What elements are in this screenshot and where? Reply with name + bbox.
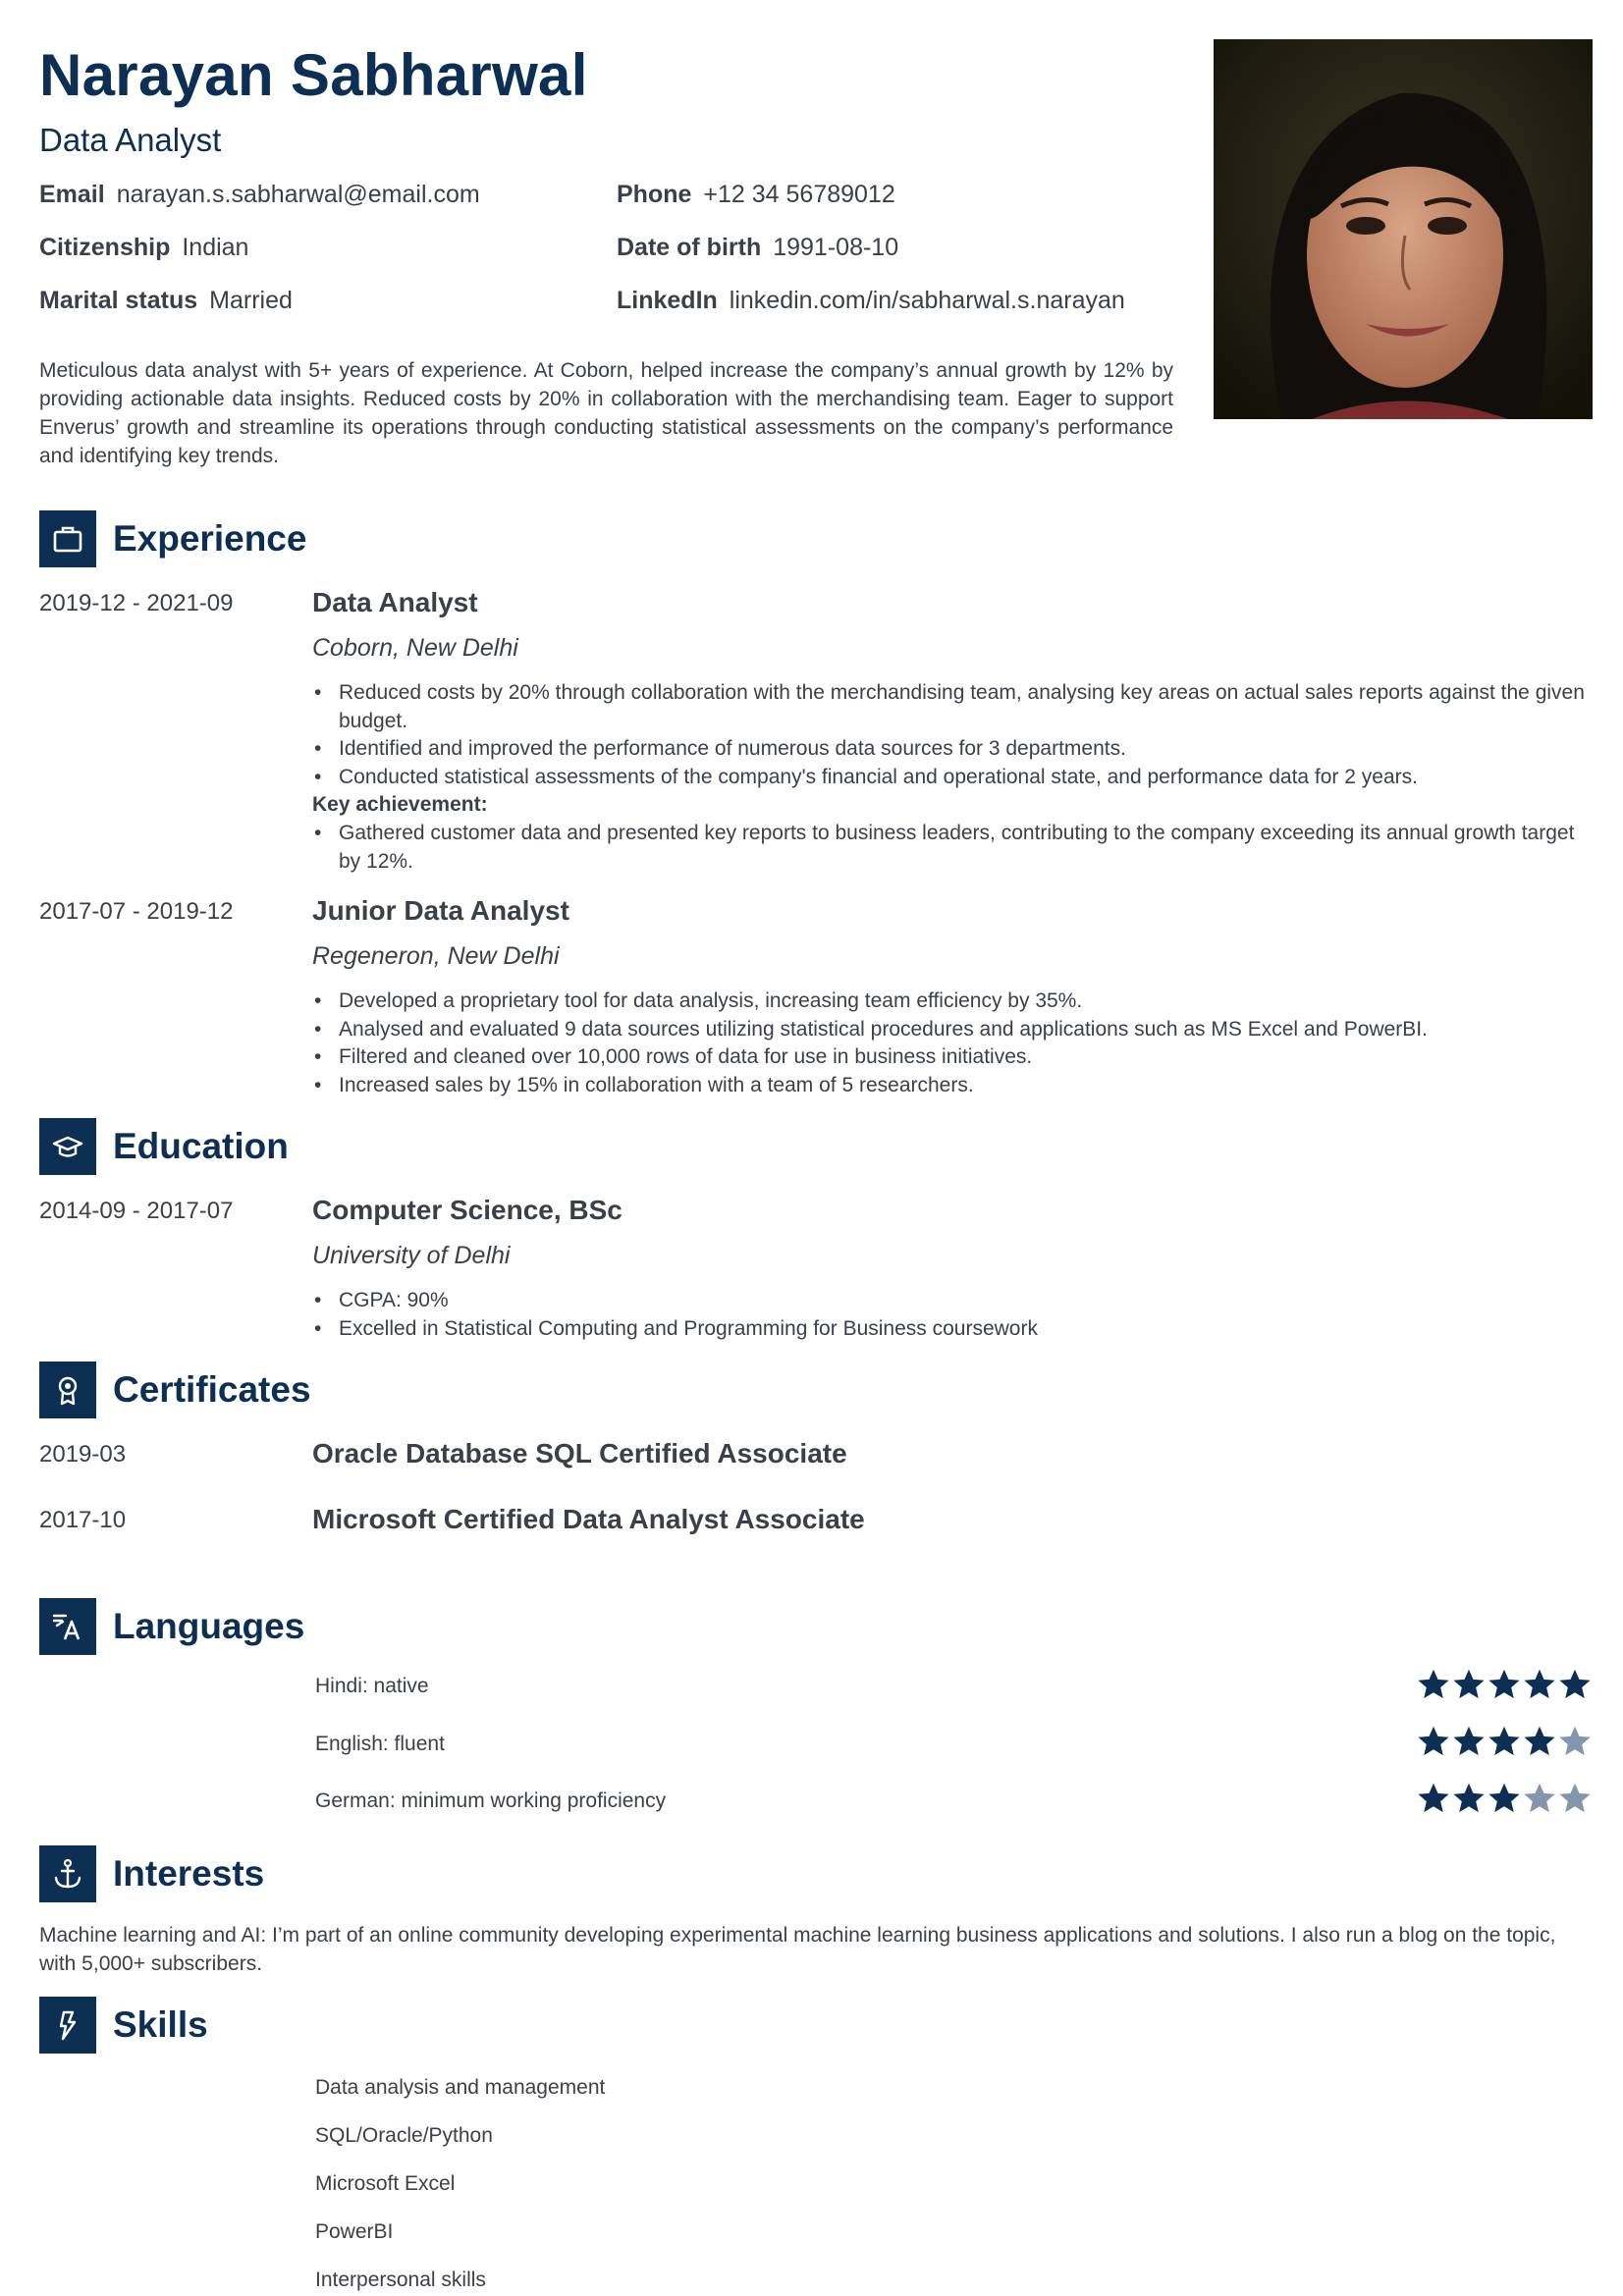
lightning-icon xyxy=(39,1997,96,2054)
certificate-2-date: 2017-10 xyxy=(39,1507,127,1533)
key-achievement-label: Key achievement: xyxy=(312,793,488,816)
certificate-2-title: Microsoft Certified Data Analyst Associate xyxy=(312,1504,865,1534)
contact-dob-value: 1991-08-10 xyxy=(773,234,899,261)
resume-page xyxy=(39,39,1593,2291)
contact-dob xyxy=(617,234,898,262)
contact-citizenship xyxy=(39,234,248,262)
languages-title: Languages xyxy=(113,1606,305,1646)
experience-2-bullets xyxy=(312,988,1593,1099)
translate-icon xyxy=(39,1598,96,1655)
list-item: • Increased sales by 15% in collaboration with a team of 5 researchers. xyxy=(312,1072,1593,1100)
education-title: Education xyxy=(113,1126,289,1166)
graduation-cap-icon xyxy=(39,1118,96,1175)
briefcase-icon xyxy=(39,510,96,567)
award-icon xyxy=(39,1362,96,1418)
experience-1-company: Coborn, New Delhi xyxy=(312,634,518,662)
star-filled-icon xyxy=(1416,1667,1451,1702)
contact-email-label: Email xyxy=(39,181,105,208)
interests-text: Machine learning and AI: I’m part of an online community developing experimental machine learning business applications and solutions. I also run a blog on the topic, with 5,000+ subscribers. xyxy=(39,1924,1556,1975)
certificate-1-date: 2019-03 xyxy=(39,1441,127,1468)
star-filled-icon xyxy=(1522,1724,1557,1759)
experience-1-bullets xyxy=(312,679,1593,791)
language-1-label: Hindi: native xyxy=(315,1675,429,1697)
certificate-1-title: Oracle Database SQL Certified Associate xyxy=(312,1438,847,1468)
contact-email-value: narayan.s.sabharwal@email.com xyxy=(116,181,480,208)
candidate-title: Data Analyst xyxy=(39,122,222,158)
experience-2-company: Regeneron, New Delhi xyxy=(312,942,560,970)
languages-section-heading xyxy=(39,1598,304,1655)
anchor-icon xyxy=(39,1845,96,1902)
skills-title: Skills xyxy=(113,2004,208,2045)
star-empty-icon xyxy=(1522,1781,1557,1816)
contact-marital-value: Married xyxy=(209,287,293,314)
star-filled-icon xyxy=(1487,1781,1522,1816)
skill-item: PowerBI xyxy=(315,2220,394,2243)
profile-photo xyxy=(1214,39,1593,419)
list-item: • Identified and improved the performance of numerous data sources for 3 departments. xyxy=(312,735,1593,764)
experience-1-key-bullets xyxy=(312,820,1593,876)
star-filled-icon xyxy=(1487,1724,1522,1759)
contact-marital-label: Marital status xyxy=(39,287,198,314)
interests-title: Interests xyxy=(113,1853,265,1894)
contact-linkedin xyxy=(617,287,1125,315)
experience-2-title: Junior Data Analyst xyxy=(312,895,569,926)
list-item: • Analysed and evaluated 9 data sources utilizing statistical procedures and applications such as MS Excel and PowerBI. xyxy=(312,1016,1593,1044)
candidate-name: Narayan Sabharwal xyxy=(39,42,588,108)
star-filled-icon xyxy=(1451,1667,1487,1702)
list-item: • CGPA: 90% xyxy=(312,1287,1593,1315)
language-1-rating xyxy=(1416,1667,1593,1702)
star-filled-icon xyxy=(1451,1724,1487,1759)
star-empty-icon xyxy=(1557,1724,1593,1759)
education-1-bullets xyxy=(312,1287,1593,1343)
star-filled-icon xyxy=(1522,1667,1557,1702)
contact-email xyxy=(39,181,480,209)
experience-1-title: Data Analyst xyxy=(312,587,478,617)
certificates-section-heading xyxy=(39,1362,311,1418)
contact-phone-label: Phone xyxy=(617,181,692,208)
contact-citizenship-value: Indian xyxy=(182,234,249,261)
star-filled-icon xyxy=(1557,1667,1593,1702)
education-1-date: 2014-09 - 2017-07 xyxy=(39,1198,234,1224)
education-1-school: University of Delhi xyxy=(312,1242,511,1269)
experience-title: Experience xyxy=(113,518,307,559)
contact-phone-value: +12 34 56789012 xyxy=(703,181,895,208)
interests-section-heading xyxy=(39,1845,264,1902)
resume-header xyxy=(39,39,1593,491)
star-empty-icon xyxy=(1557,1781,1593,1816)
skill-item: SQL/Oracle/Python xyxy=(315,2124,493,2147)
list-item: • Excelled in Statistical Computing and Programming for Business coursework xyxy=(312,1315,1593,1344)
education-1-title: Computer Science, BSc xyxy=(312,1195,622,1225)
list-item: • Conducted statistical assessments of the company's financial and operational state, and performance data for 2 years. xyxy=(312,764,1593,792)
language-3-label: German: minimum working proficiency xyxy=(315,1789,667,1812)
list-item: • Gathered customer data and presented key reports to business leaders, contributing to the company exceeding its annual growth target by 12%. xyxy=(312,820,1593,876)
language-2-rating xyxy=(1416,1724,1593,1759)
professional-summary: Meticulous data analyst with 5+ years of experience. At Coborn, helped increase the company’s annual growth by 12% by providing actionable data insights. Reduced costs by 20% in collaboration with the merchandising team. Eager to support Enverus’ growth and streamline its operations through conducting statistical assessments on the company’s performance and identifying key trends. xyxy=(39,359,1173,467)
star-filled-icon xyxy=(1487,1667,1522,1702)
star-filled-icon xyxy=(1451,1781,1487,1816)
skill-item: Interpersonal skills xyxy=(315,2269,486,2291)
contact-linkedin-value: linkedin.com/in/sabharwal.s.narayan xyxy=(729,287,1125,314)
skill-item: Microsoft Excel xyxy=(315,2172,456,2195)
experience-section-heading xyxy=(39,510,306,567)
list-item: • Filtered and cleaned over 10,000 rows of data for use in business initiatives. xyxy=(312,1043,1593,1072)
language-3-rating xyxy=(1416,1781,1593,1816)
certificates-title: Certificates xyxy=(113,1369,311,1410)
language-2-label: English: fluent xyxy=(315,1733,445,1755)
experience-2-date: 2017-07 - 2019-12 xyxy=(39,898,234,925)
contact-linkedin-label: LinkedIn xyxy=(617,287,718,314)
skills-section-heading xyxy=(39,1997,208,2054)
star-filled-icon xyxy=(1416,1724,1451,1759)
contact-phone xyxy=(617,181,895,209)
education-section-heading xyxy=(39,1118,289,1175)
list-item: • Reduced costs by 20% through collaboration with the merchandising team, analysing key areas on actual sales reports against the given budget. xyxy=(312,679,1593,735)
contact-marital xyxy=(39,287,293,315)
star-filled-icon xyxy=(1416,1781,1451,1816)
skill-item: Data analysis and management xyxy=(315,2076,606,2099)
contact-dob-label: Date of birth xyxy=(617,234,762,261)
contact-citizenship-label: Citizenship xyxy=(39,234,171,261)
list-item: • Developed a proprietary tool for data analysis, increasing team efficiency by 35%. xyxy=(312,988,1593,1016)
experience-1-date: 2019-12 - 2021-09 xyxy=(39,590,234,616)
